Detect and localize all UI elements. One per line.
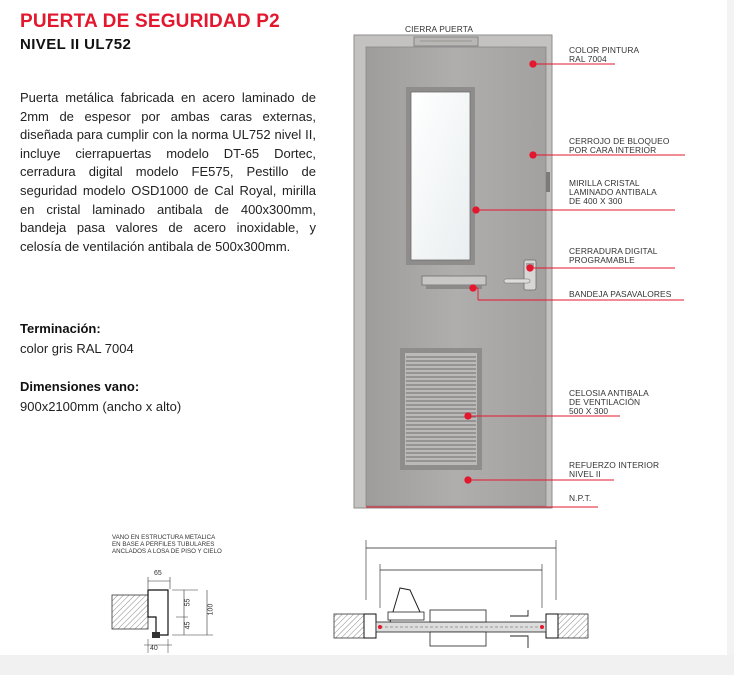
page-title: PUERTA DE SEGURIDAD P2 [20, 11, 280, 32]
dim-65: 65 [154, 570, 162, 577]
frame-detail-note: VANO EN ESTRUCTURA METALICA EN BASE A PERFILES TUBULARES ANCLADOS A LOSA DE PISO Y CIELO [112, 534, 222, 555]
dimensions-label: Dimensiones vano: [20, 379, 140, 394]
footer-band [0, 655, 734, 675]
page-subtitle: NIVEL II UL752 [20, 36, 132, 53]
callout-louver: CELOSIA ANTIBALA DE VENTILACIÓN 500 X 300 [569, 388, 649, 416]
frame-detail-drawing [108, 565, 218, 655]
callout-reinforcement: REFUERZO INTERIOR NIVEL II [569, 460, 660, 479]
deadbolt [546, 172, 550, 192]
callout-window: MIRILLA CRISTAL LAMINADO ANTIBALA DE 400 X 300 [569, 178, 657, 206]
pass-tray [422, 276, 486, 285]
closer-label: CIERRA PUERTA [405, 24, 474, 34]
door-closer [414, 37, 478, 46]
plan-view-drawing [330, 530, 590, 655]
dim-40: 40 [150, 645, 158, 652]
dim-100: 100 [207, 603, 215, 616]
door-illustration [340, 20, 730, 520]
callout-paint: COLOR PINTURA RAL 7004 [569, 45, 640, 64]
finish-value: color gris RAL 7004 [20, 341, 134, 356]
dimensions-value: 900x2100mm (ancho x alto) [20, 399, 182, 414]
louver-slats [406, 357, 476, 461]
product-description: Puerta metálica fabricada en acero laminado de 2mm de espesor por ambas caras externas, diseñada para cumplir con la norma UL752 nivel II, incluye cierrapuertas modelo DT-65 Dortec, cerradura digital modelo FE575, Pestillo de seguridad modelo OSD1000 de Cal Royal, mirilla en cristal laminado antibala de 400x300mm, bandeja pasa valores de acero inoxidable, y celosía de ventilación antibala de 500x300mm. [20, 90, 316, 254]
callout-floor: N.P.T. [569, 493, 592, 503]
window-glass [411, 92, 470, 260]
callout-digital-lock: CERRADURA DIGITAL PROGRAMABLE [569, 246, 658, 265]
callout-tray: BANDEJA PASAVALORES [569, 289, 672, 299]
finish-label: Terminación: [20, 321, 101, 336]
lever-handle [504, 279, 530, 283]
callout-deadbolt: CERROJO DE BLOQUEO POR CARA INTERIOR [569, 136, 670, 155]
dim-45: 45 [184, 621, 192, 630]
dim-55: 55 [184, 598, 192, 607]
